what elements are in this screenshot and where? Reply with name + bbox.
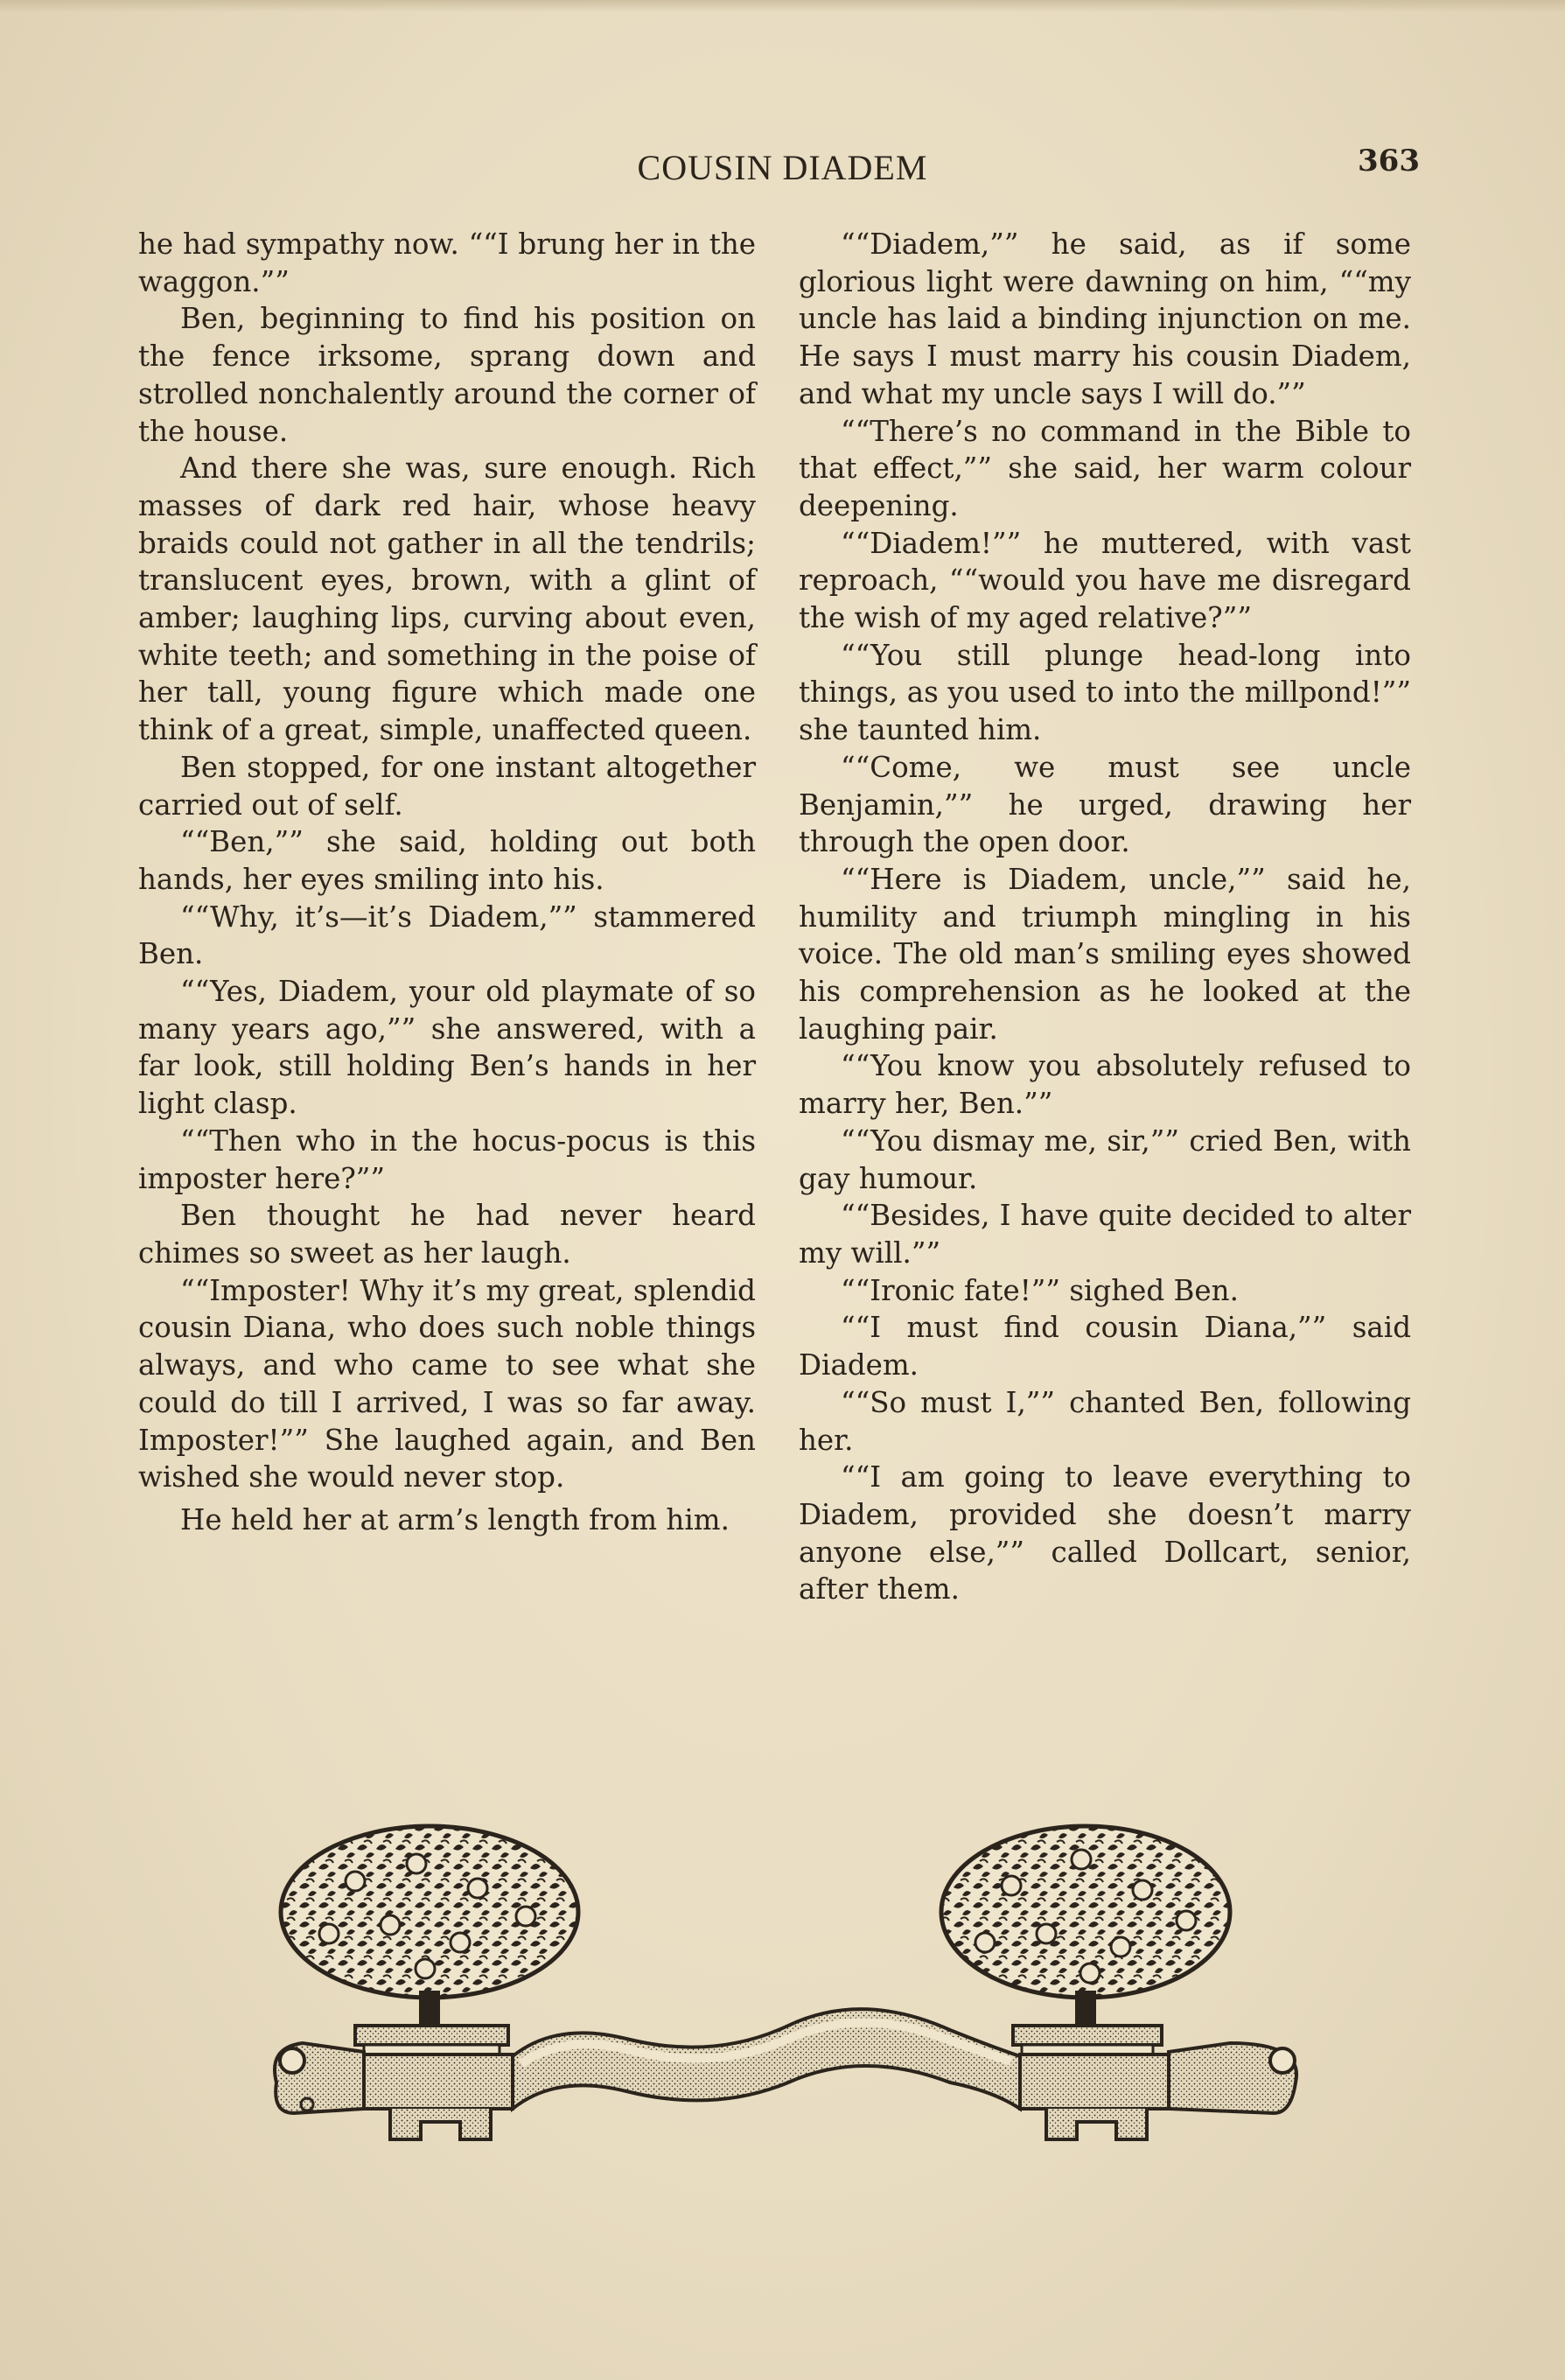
- paragraph: ““Diadem!”” he muttered, with vast reproach, ““would you have me disregard the wish of my aged relative?””: [799, 526, 1411, 635]
- paragraph: Ben, beginning to find his position on the fence irksome, sprang down and strolled nonchalently around the corner of the house.: [138, 302, 756, 448]
- page-top-edge: [0, 0, 1565, 12]
- paragraph: And there she was, sure enough. Rich masses of dark red hair, whose heavy braids could not gather in all the tendrils; translucent eyes, brown, with a glint of amber; laughing lips, curving about even, white teeth; and something in the poise of her tall, young figure which made one think of a great, simple, unaffected queen.: [138, 452, 756, 747]
- paragraph: ““Then who in the hocus-pocus is this imposter here?””: [138, 1124, 756, 1195]
- paragraph: ““I must find cousin Diana,”” said Diadem.: [799, 1311, 1411, 1382]
- paragraph: He held her at arm’s length from him.: [180, 1502, 730, 1536]
- paragraph: ““Here is Diadem, uncle,”” said he, humility and triumph mingling in his voice. The old man’s smiling eyes showed his comprehension as he looked at the laughing pair.: [799, 862, 1411, 1046]
- paragraph: ““There’s no command in the Bible to that effect,”” she said, her warm colour deepening.: [799, 414, 1411, 522]
- paragraph: ““Ben,”” she said, holding out both hands, her eyes smiling into his.: [138, 825, 756, 896]
- paragraph: ““Besides, I have quite decided to alter my will.””: [799, 1199, 1411, 1270]
- paragraph: Ben stopped, for one instant altogether carried out of self.: [138, 750, 756, 822]
- paragraph: ““You still plunge head-long into things, as you used to into the millpond!”” she taunted him.: [799, 638, 1411, 747]
- left-text-column: [138, 226, 756, 1539]
- paragraph: Ben thought he had never heard chimes so sweet as her laugh.: [138, 1199, 756, 1270]
- paragraph: ““Why, it’s—it’s Diadem,”” stammered Ben.: [138, 900, 756, 971]
- paragraph: ““Ironic fate!”” sighed Ben.: [841, 1273, 1239, 1307]
- running-head-title: COUSIN DIADEM: [637, 148, 928, 187]
- right-tree-icon: [941, 1826, 1230, 2057]
- paragraph: ““You dismay me, sir,”” cried Ben, with gay humour.: [799, 1124, 1411, 1195]
- paragraph: he had sympathy now. ““I brung her in the waggon.””: [138, 228, 756, 298]
- paragraph: ““Come, we must see uncle Benjamin,”” he urged, drawing her through the open door.: [799, 750, 1411, 859]
- paragraph: ““Diadem,”” he said, as if some glorious light were dawning on him, ““my uncle has laid a binding injunction on me. He says I must marry his cousin Diadem, and what my uncle says I will do.””: [799, 228, 1411, 410]
- paragraph: ““I am going to leave everything to Diadem, provided she doesn’t marry anyone else,”” called Dollcart, senior, after them.: [799, 1460, 1411, 1606]
- paragraph: ““So must I,”” chanted Ben, following her.: [799, 1385, 1411, 1457]
- left-tree-icon: [281, 1826, 578, 2057]
- paragraph: ““You know you absolutely refused to marry her, Ben.””: [799, 1049, 1411, 1121]
- paragraph: ““Yes, Diadem, your old playmate of so many years ago,”” she answered, with a far look, still holding Ben’s hands in her light clasp.: [138, 975, 756, 1121]
- page-number: 363: [1358, 144, 1420, 178]
- topiary-trees-scroll-ornament-icon: [259, 1820, 1317, 2161]
- paragraph: ““Imposter! Why it’s my great, splendid cousin Diana, who does such noble things always, and who came to see what she could do till I arrived, I was so far away. Imposter!”” She laughed again, and Ben wished she would never stop.: [138, 1273, 756, 1494]
- right-text-column: [799, 226, 1411, 1608]
